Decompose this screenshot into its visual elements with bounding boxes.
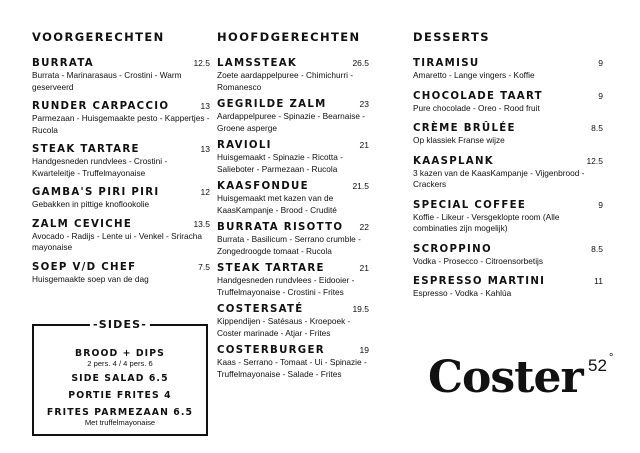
menu-item-description: Kaas - Serrano - Tomaat - Ui - Spinazie - Truffelmayonaise - Salade - Frites	[217, 357, 367, 379]
menu-item-description: Huisgemaakt met kazen van de KaasKampanje - Brood - Crudité	[217, 193, 337, 215]
logo-number: 52	[588, 356, 607, 375]
menu-item-description: Kippendijen - Satésaus - Kroepoek - Coster marinade - Atjar - Frites	[217, 316, 351, 338]
menu-item-header	[413, 276, 603, 287]
logo-word: Coster	[428, 352, 583, 403]
menu-item-description: Amaretto - Lange vingers - Koffie	[413, 70, 535, 80]
menu-item-header	[32, 101, 210, 112]
voorgerechten-list	[32, 58, 210, 285]
menu-item-price: 22	[359, 222, 369, 232]
menu-item-price: 13	[200, 144, 210, 154]
side-frites-parmezaan: FRITES PARMEZAAN 6.5	[46, 407, 194, 418]
menu-item-price: 26.5	[352, 58, 369, 68]
menu-item-price: 9	[598, 199, 603, 210]
menu-item	[413, 276, 603, 300]
coster-logo	[428, 352, 614, 412]
menu-item-description: Huisgemaakte soep van de dag	[32, 273, 149, 284]
menu-item	[32, 262, 210, 286]
menu-item-name: SPECIAL COFFEE	[413, 199, 527, 211]
menu-item-header	[32, 144, 210, 155]
desserts-list	[413, 58, 603, 300]
side-frites-parmezaan-sub: Met truffelmayonaise	[84, 418, 156, 427]
menu-item-name: CHOCOLADE TAART	[413, 90, 543, 102]
menu-item-header	[413, 58, 603, 69]
menu-item	[32, 58, 210, 93]
menu-item-description: Espresso - Vodka - Kahlúa	[413, 288, 512, 298]
logo-degree: °	[609, 352, 614, 364]
menu-item	[32, 187, 210, 211]
menu-item-price: 12	[200, 187, 210, 197]
menu-item	[413, 123, 603, 147]
menu-item-header	[217, 58, 369, 69]
menu-item-description: Zoete aardappelpuree - Chimichurri - Romanesco	[217, 70, 354, 92]
menu-item-name: CRÈME BRÛLÉE	[413, 123, 516, 134]
menu-item-price: 9	[598, 90, 603, 101]
menu-item	[413, 156, 603, 191]
menu-item-header	[217, 222, 369, 233]
sides-title: -SIDES-	[90, 318, 150, 331]
menu-item	[217, 140, 369, 175]
menu-item-price: 12.5	[586, 155, 603, 166]
menu-item-description: Gebakken in pittige knoflookolie	[32, 199, 150, 209]
desserts-title: DESSERTS	[413, 30, 490, 44]
menu-item	[32, 219, 210, 254]
menu-item-price: 11	[594, 276, 603, 286]
menu-item-description: Burrata - Basilicum - Serrano crumble - Zongedroogde tomaat - Rucola	[217, 234, 361, 256]
menu-item	[413, 91, 603, 115]
voorgerechten-column	[32, 30, 210, 293]
menu-item-description: Handgesneden rundvlees - Crostini - Kwarteleitje - Truffelmayonaise	[32, 156, 168, 178]
side-portie-frites: PORTIE FRITES 4	[68, 390, 172, 401]
menu-item-price: 19	[359, 345, 369, 355]
voorgerechten-title: VOORGERECHTEN	[32, 30, 165, 44]
menu-item-header	[217, 304, 369, 315]
menu-item-description: Vodka - Prosecco - Citroensorbetijs	[413, 255, 544, 266]
menu-item-description: Avocado - Radijs - Lente ui - Venkel - Sriracha mayonaise	[32, 230, 203, 252]
menu-item	[217, 304, 369, 339]
menu-item-name: TIRAMISU	[413, 58, 480, 69]
menu-item	[217, 99, 369, 134]
menu-item-name: ESPRESSO MARTINI	[413, 276, 546, 287]
hoofdgerechten-title: HOOFDGERECHTEN	[217, 30, 361, 44]
menu-item-price: 8.5	[591, 243, 603, 254]
menu-item-name: KAASFONDUE	[217, 181, 309, 192]
side-brood-dips: BROOD + DIPS	[75, 348, 165, 359]
menu-item	[413, 58, 603, 82]
menu-item-description: Aardappelpuree - Spinazie - Bearnaise - Groene asperge	[217, 111, 366, 133]
menu-item-header	[32, 219, 210, 230]
menu-item-header	[217, 263, 369, 274]
menu-item-header	[32, 58, 210, 69]
menu-item-price: 8.5	[591, 123, 603, 133]
menu-item-description: Op klassiek Franse wijze	[413, 135, 505, 145]
menu-item-header	[413, 156, 603, 167]
menu-item-description: Burrata - Marinarasaus - Crostini - Warm geserveerd	[32, 70, 182, 92]
menu-item-name: STEAK TARTARE	[217, 263, 325, 274]
sides-box	[32, 318, 208, 436]
menu-item-name: KAASPLANK	[413, 155, 494, 167]
menu-item-price: 9	[598, 58, 603, 68]
menu-item-name: BURRATA	[32, 58, 94, 69]
menu-item-header	[413, 91, 603, 102]
menu-item-header	[32, 187, 210, 198]
menu-item-price: 12.5	[193, 58, 210, 68]
menu-item-name: COSTERBURGER	[217, 345, 325, 356]
menu-item-name: LAMSSTEAK	[217, 58, 298, 69]
menu-item-description: Huisgemaakt - Spinazie - Ricotta - Salieboter - Parmezaan - Rucola	[217, 152, 343, 174]
menu-item	[217, 181, 369, 216]
menu-item-name: RAVIOLI	[217, 140, 272, 151]
menu-item-price: 19.5	[352, 304, 369, 314]
menu-item-description: Handgesneden rundvlees - Eidooier - Truffelmayonaise - Crostini - Frites	[217, 275, 355, 297]
menu-item-header	[217, 181, 369, 192]
menu-item-price: 23	[359, 99, 369, 109]
menu-item-name: STEAK TARTARE	[32, 144, 140, 155]
menu-item	[413, 244, 603, 268]
menu-item-price: 7.5	[198, 261, 210, 272]
menu-item-description: Koffie - Likeur - Versgeklopte room (Alle combinaties zijn mogelijk)	[413, 211, 560, 233]
menu-item	[32, 144, 210, 179]
menu-item-description: 3 kazen van de KaasKampanje - Vijgenbrood - Crackers	[413, 167, 585, 189]
menu-item-name: COSTERSATÉ	[217, 304, 304, 315]
menu-item-header	[217, 99, 369, 110]
menu-item-price: 13.5	[193, 218, 210, 229]
menu-item-header	[413, 244, 603, 255]
menu-item-header	[217, 140, 369, 151]
menu-item	[32, 101, 210, 136]
menu-item-price: 21	[359, 140, 369, 150]
menu-item-price: 21	[359, 263, 369, 273]
desserts-column	[413, 30, 603, 309]
menu-item-header	[413, 123, 603, 134]
hoofdgerechten-column	[217, 30, 369, 386]
menu-item-name: GEGRILDE ZALM	[217, 99, 327, 110]
menu-item-description: Pure chocolade - Oreo - Rood fruit	[413, 102, 540, 113]
menu-item-name: ZALM CEVICHE	[32, 218, 133, 230]
menu-item-price: 21.5	[352, 181, 369, 191]
menu-item	[217, 345, 369, 380]
menu-item-name: GAMBA'S PIRI PIRI	[32, 187, 160, 198]
side-salad: SIDE SALAD 6.5	[71, 373, 169, 384]
menu-item-description: Parmezaan - Huisgemaakte pesto - Kappertjes - Rucola	[32, 113, 210, 135]
menu-item-header	[413, 200, 603, 211]
menu-item-header	[217, 345, 369, 356]
menu-item	[217, 263, 369, 298]
menu-item-name: SCROPPINO	[413, 243, 492, 255]
menu-item	[217, 222, 369, 257]
menu-item	[217, 58, 369, 93]
menu-item-name: BURRATA RISOTTO	[217, 222, 344, 233]
menu-item	[413, 200, 603, 235]
side-brood-dips-sub: 2 pers. 4 / 4 pers. 6	[87, 359, 153, 368]
menu-item-price: 13	[200, 101, 210, 111]
menu-item-name: RUNDER CARPACCIO	[32, 101, 170, 112]
menu-item-name: SOEP V/D CHEF	[32, 261, 137, 273]
hoofdgerechten-list	[217, 58, 369, 380]
menu-item-header	[32, 262, 210, 273]
